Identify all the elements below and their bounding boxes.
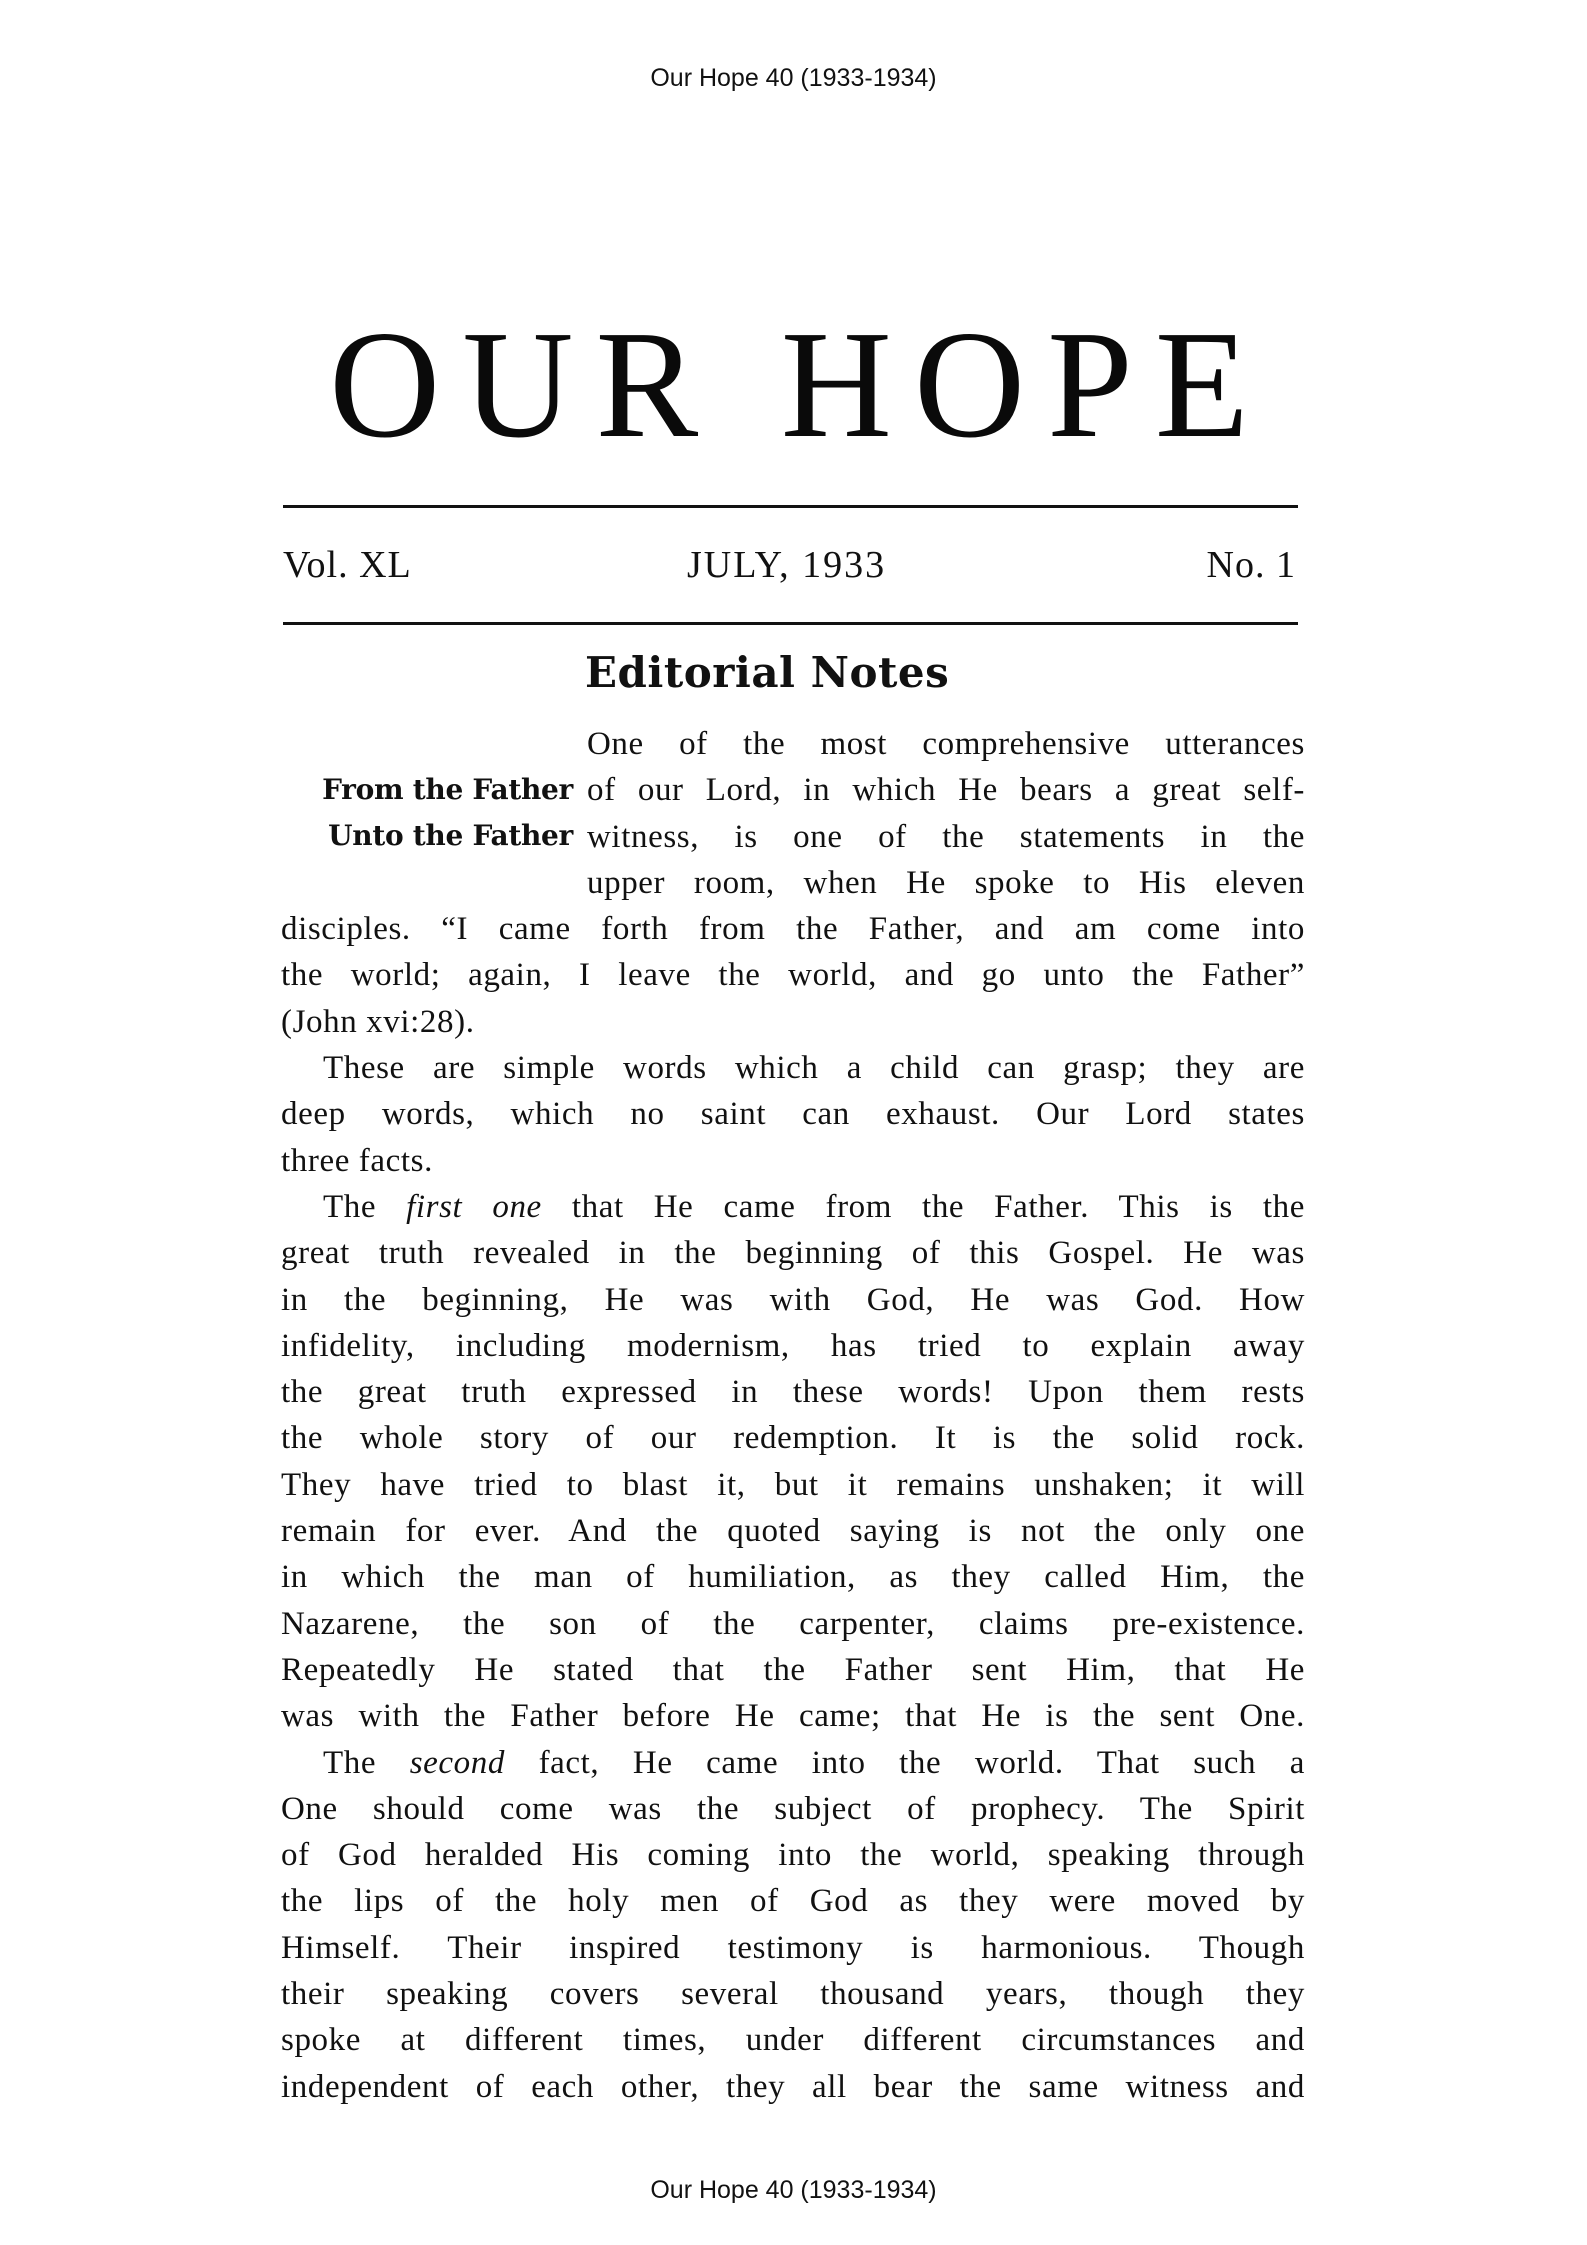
- text-line: their speaking covers several thousand years, though they: [281, 1976, 1305, 2013]
- article-body: [281, 721, 1305, 2110]
- text-line: Himself. Their inspired testimony is harmonious. Though: [281, 1929, 1305, 1966]
- text-run: fact, He came into the world. That such a: [504, 1744, 1305, 1781]
- text-line: They have tried to blast it, but it remains unshaken; it will: [281, 1466, 1305, 1503]
- text-line: the great truth expressed in these words! Upon them rests: [281, 1374, 1305, 1411]
- text-line: independent of each other, they all bear the same witness and: [281, 2068, 1305, 2105]
- text-line: upper room, when He spoke to His eleven: [587, 864, 1305, 901]
- text-line: One of the most comprehensive utterances: [587, 726, 1305, 762]
- text-line: One should come was the subject of prophecy. The Spirit: [281, 1790, 1305, 1827]
- text-line: three facts.: [281, 1142, 433, 1179]
- issue-number: No. 1: [1206, 544, 1296, 586]
- text-line: the world; again, I leave the world, and go unto the Father”: [281, 957, 1305, 994]
- text-line: of our Lord, in which He bears a great self-: [587, 772, 1305, 809]
- text-line: These are simple words which a child can grasp; they are: [323, 1050, 1305, 1087]
- text-line: [281, 1740, 1305, 1786]
- sidenote-from-the-father: From the Father: [322, 773, 573, 806]
- text-line: was with the Father before He came; that He is the sent One.: [281, 1698, 1305, 1735]
- text-line: in which the man of humiliation, as they called Him, the: [281, 1559, 1305, 1596]
- text-line: the lips of the holy men of God as they were moved by: [281, 1883, 1305, 1920]
- text-line: remain for ever. And the quoted saying is not the only one: [281, 1513, 1305, 1550]
- sidenote-unto-the-father: Unto the Father: [328, 819, 573, 852]
- running-header: Our Hope 40 (1933-1934): [650, 64, 937, 92]
- emphasis-text: first one: [406, 1188, 542, 1225]
- text-line: infidelity, including modernism, has tried to explain away: [281, 1327, 1305, 1364]
- section-heading: Editorial Notes: [585, 648, 950, 697]
- text-line: the whole story of our redemption. It is the solid rock.: [281, 1420, 1305, 1457]
- text-line: of God heralded His coming into the world, speaking through: [281, 1837, 1305, 1874]
- masthead-bottom-rule: [283, 622, 1298, 625]
- text-run: The: [323, 1188, 407, 1225]
- masthead-top-rule: [283, 505, 1298, 508]
- volume-label: Vol. XL: [283, 544, 412, 586]
- text-run: The: [323, 1744, 410, 1781]
- text-line: in the beginning, He was with God, He was God. How: [281, 1281, 1305, 1318]
- text-line: witness, is one of the statements in the: [587, 818, 1305, 855]
- text-line: disciples. “I came forth from the Father, and am come into: [281, 911, 1305, 948]
- text-line: Nazarene, the son of the carpenter, claims pre-existence.: [281, 1605, 1305, 1642]
- text-line: [281, 1184, 1305, 1230]
- text-line: spoke at different times, under different circumstances and: [281, 2022, 1305, 2059]
- text-line: (John xvi:28).: [281, 1003, 475, 1040]
- text-line: great truth revealed in the beginning of this Gospel. He was: [281, 1235, 1305, 1272]
- issue-date: JULY, 1933: [687, 544, 887, 586]
- text-line: Repeatedly He stated that the Father sent Him, that He: [281, 1651, 1305, 1688]
- emphasis-text: second: [409, 1744, 505, 1781]
- running-footer: Our Hope 40 (1933-1934): [650, 2176, 937, 2204]
- issue-line: [283, 540, 1298, 590]
- text-line: deep words, which no saint can exhaust. Our Lord states: [281, 1096, 1305, 1133]
- masthead-title: OUR HOPE: [329, 300, 1271, 470]
- text-run: that He came from the Father. This is the: [541, 1188, 1305, 1225]
